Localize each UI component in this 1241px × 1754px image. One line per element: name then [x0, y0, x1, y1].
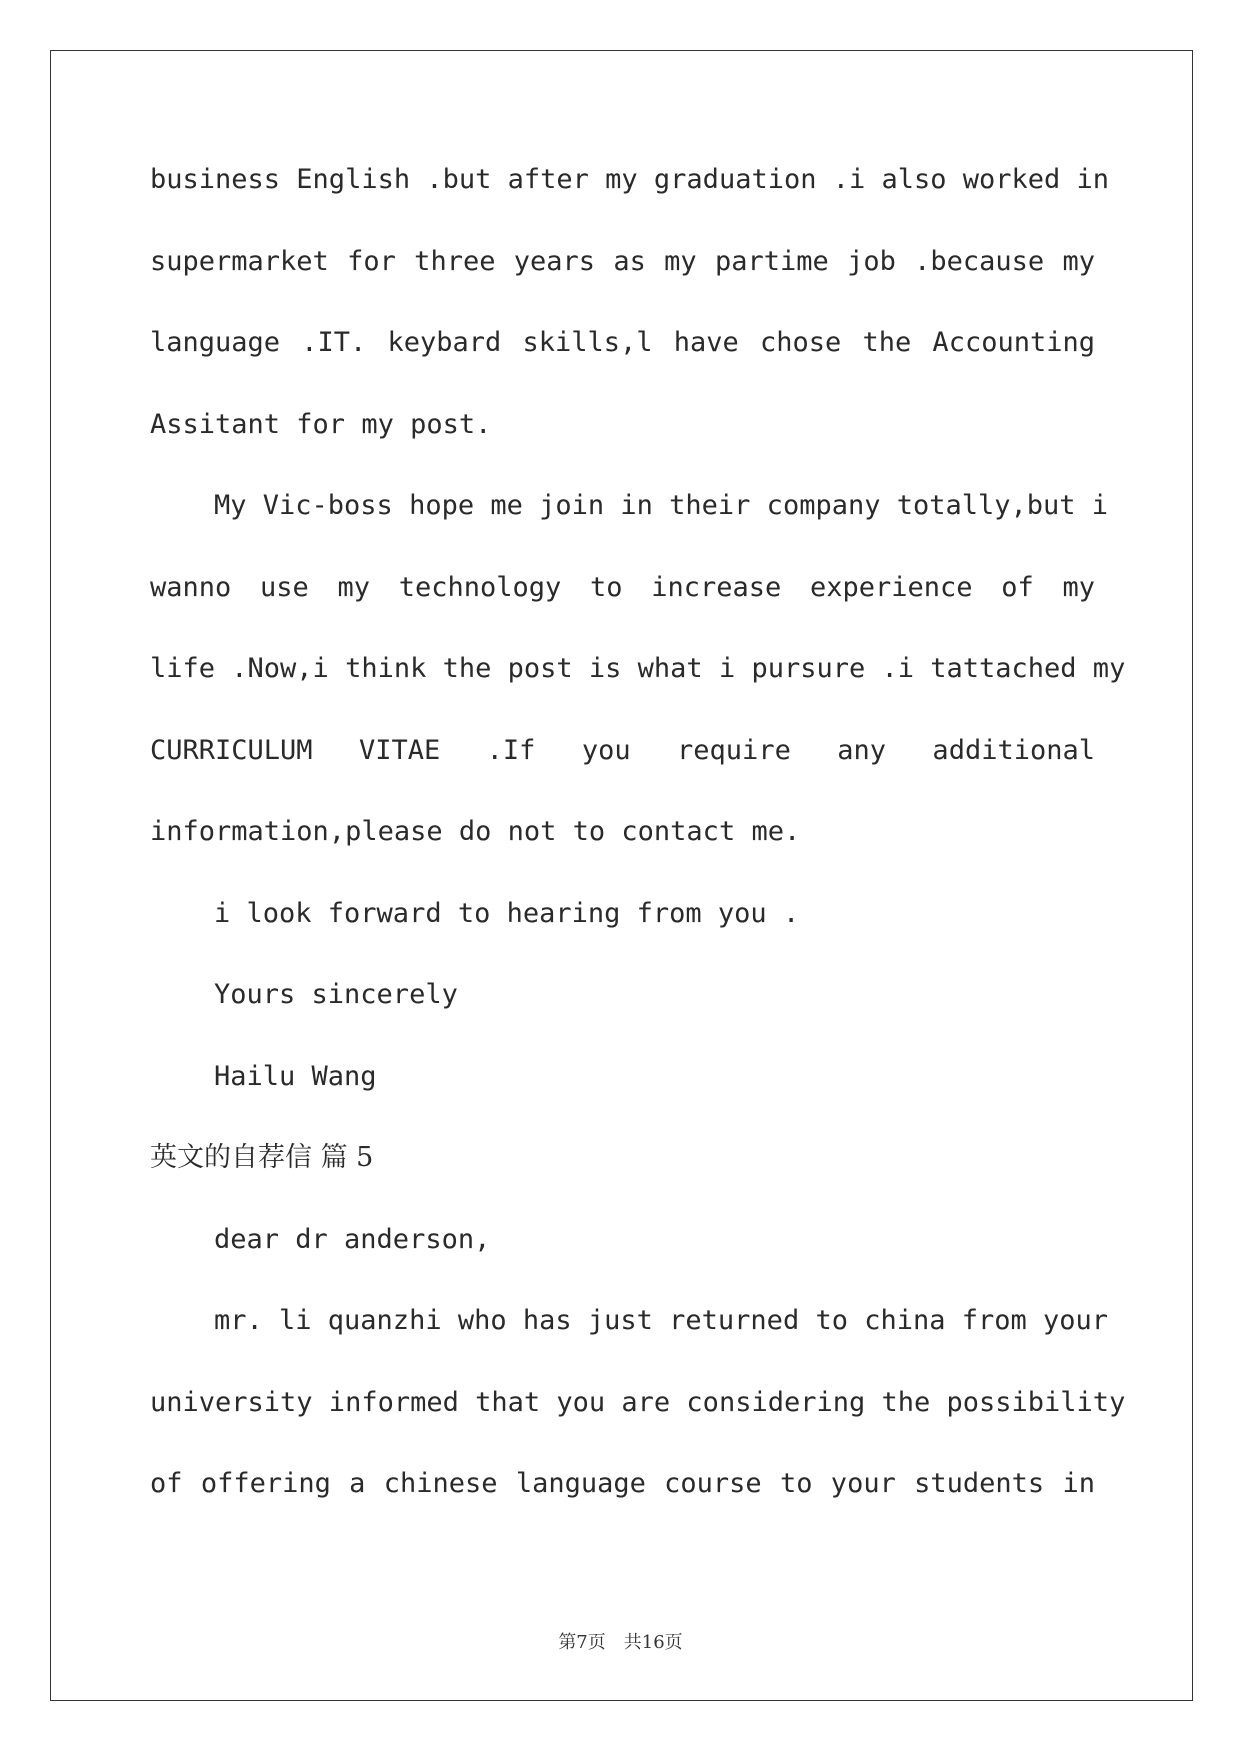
text-line: mr. li quanzhi who has just returned to china from your	[214, 1305, 1109, 1336]
closing-line: Yours sincerely	[214, 979, 458, 1010]
page-number-footer: 第7页 共16页	[558, 1632, 683, 1653]
text-line: Assitant for my post.	[150, 408, 492, 440]
text-line: My Vic-boss hope me join in their company totally,but i	[214, 490, 1109, 521]
text-line: i look forward to hearing from you .	[214, 897, 800, 929]
text-line: CURRICULUM VITAE .If you require any additional	[150, 734, 1095, 766]
text-line: of offering a chinese language course to your students in	[150, 1468, 1095, 1499]
text-line: business English .but after my graduation .i also worked in	[150, 164, 1110, 195]
signature-name: Hailu Wang	[214, 1060, 377, 1092]
salutation-line: dear dr anderson,	[214, 1223, 491, 1255]
document-body	[150, 160, 1126, 1546]
text-line: university informed that you are considering the possibility	[150, 1386, 1126, 1418]
text-line: language .IT. keybard skills,l have chose the Accounting	[150, 327, 1095, 358]
text-line: wanno use my technology to increase experience of my	[150, 571, 1095, 603]
section-heading: 英文的自荐信 篇 5	[150, 1142, 374, 1173]
text-line: information,please do not to contact me.	[150, 816, 801, 847]
text-line: supermarket for three years as my partime job .because my	[150, 245, 1095, 277]
text-line: life .Now,i think the post is what i pursure .i tattached my	[150, 653, 1126, 684]
